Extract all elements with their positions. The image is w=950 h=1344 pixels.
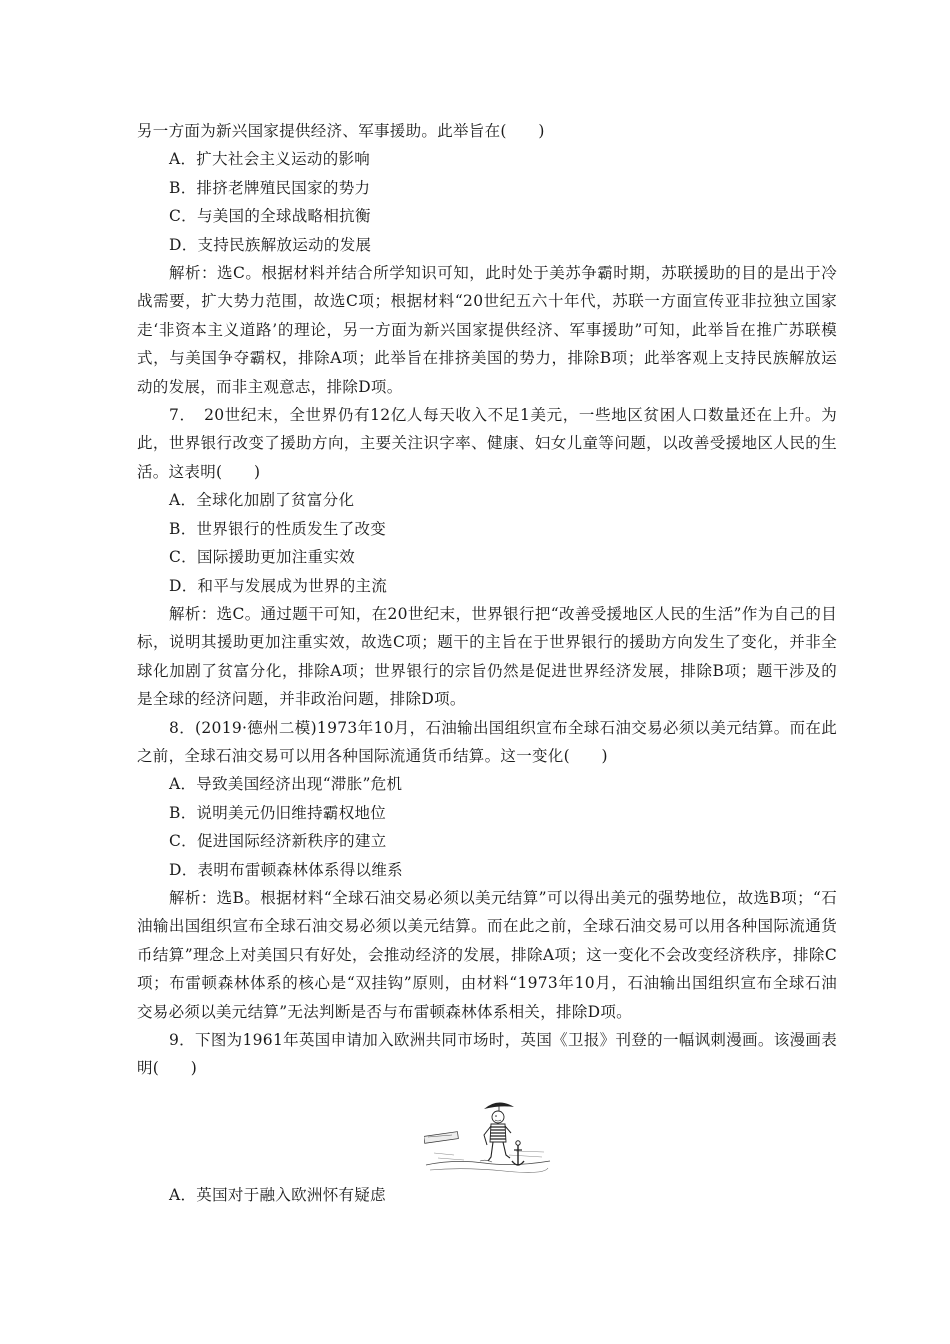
option-c: C．国际援助更加注重实效 (169, 548, 355, 567)
option-b: B．排挤老牌殖民国家的势力 (169, 178, 371, 197)
answer-explanation-6: 解析：选C。根据材料并结合所学知识可知，此时处于美苏争霸时期，苏联援助的目的是出于冷战需要，扩大势力范围，故选C项；根据材料“20世纪五六十年代，苏联一方面宣传亚非拉独立国家走‘非资本主义道路’的理论，另一方面为新兴国家提供经济、军事援助”可知，此举旨在推广苏联模式，与美国争夺霸权，排除A项；此举旨在排挤美国的势力，排除B项；此举客观上支持民族解放运动的发展，而非主观意志，排除D项。 (137, 264, 837, 396)
option-a: A．全球化加剧了贫富分化 (169, 491, 355, 510)
option-b: B．世界银行的性质发生了改变 (169, 519, 387, 538)
option-a: A．英国对于融入欧洲怀有疑虑 (169, 1185, 386, 1204)
option-d: D．表明布雷顿森林体系得以维系 (169, 860, 403, 879)
option-c: C．促进国际经济新秩序的建立 (169, 832, 387, 851)
question-8-stem: 8．(2019·德州二模)1973年10月，石油输出国组织宣布全球石油交易必须以美元结算。而在此之前，全球石油交易可以用各种国际流通货币结算。这一变化( ) (137, 718, 837, 765)
answer-explanation-8: 解析：选B。根据材料“全球石油交易必须以美元结算”可以得出美元的强势地位，故选B项；“石油输出国组织宣布全球石油交易必须以美元结算。而在此之前，全球石油交易可以用各种国际流通货币结算”理念上对美国只有好处，会推动经济的发展，排除A项；这一变化不会改变经济秩序，排除C项；布雷顿森林体系的核心是“双挂钩”原则，由材料“1973年10月，石油输出国组织宣布全球石油交易必须以美元结算”无法判断是否与布雷顿森林体系相关，排除D项。 (137, 888, 837, 1021)
option-c: C．与美国的全球战略相抗衡 (169, 207, 371, 226)
option-b: B．说明美元仍旧维持霸权地位 (169, 803, 387, 822)
question-9-stem: 9．下图为1961年英国申请加入欧洲共同市场时，英国《卫报》刊登的一幅讽刺漫画。该漫画表明( ) (137, 1031, 837, 1078)
option-a: A．导致美国经济出现“滞胀”危机 (169, 775, 403, 794)
question-7-stem: 7． 20世纪末，全世界仍有12亿人每天收入不足1美元，一些地区贫困人口数量还在上升。为此，世界银行改变了援助方向，主要关注识字率、健康、妇女儿童等问题，以改善受援地区人民的生活。这表明( ) (137, 406, 837, 481)
answer-explanation-7: 解析：选C。通过题干可知，在20世纪末，世界银行把“改善受援地区人民的生活”作为自己的目标，说明其援助更加注重实效，故选C项；题干的主旨在于世界银行的援助方向发生了变化，并非全球化加剧了贫富分化，排除A项；世界银行的宗旨仍然是促进世界经济发展，排除B项；题干涉及的是全球的经济问题，并非政治问题，排除D项。 (137, 604, 837, 709)
option-a: A．扩大社会主义运动的影响 (169, 150, 371, 169)
question-6-stem-continued: 另一方面为新兴国家提供经济、军事援助。此举旨在( ) (137, 122, 545, 140)
option-d: D．和平与发展成为世界的主流 (169, 576, 388, 595)
document-body (137, 117, 837, 1209)
option-d: D．支持民族解放运动的发展 (169, 235, 372, 254)
satirical-cartoon-image (424, 1095, 552, 1177)
